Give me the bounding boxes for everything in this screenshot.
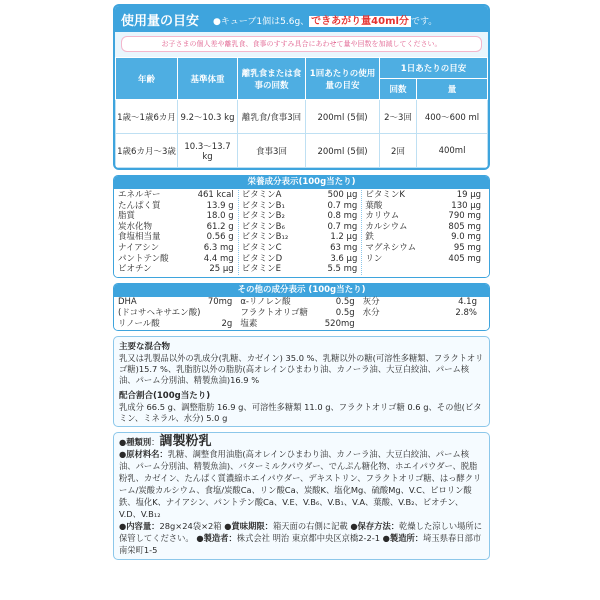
misc-line: [119, 520, 484, 556]
nutrient-value: 0.56 g: [206, 232, 234, 243]
nutrient-value: 130 μg: [451, 200, 482, 211]
nutrition-row: [365, 254, 485, 265]
nutrient-name: リン: [365, 253, 383, 264]
factory-value: 埼玉県春日部市南栄町1-5: [119, 532, 482, 555]
nutrient-name: ビタミンB₁₂: [241, 232, 289, 243]
nutrition-row: [118, 211, 238, 222]
header-age: 年齢: [116, 58, 178, 100]
content-value: 28g×24袋×2箱: [159, 520, 222, 531]
header-times: 回数: [380, 79, 417, 100]
nutrient-name: たんぱく質: [118, 200, 161, 211]
usage-sub-note: お子さまの個人差や離乳食、食事のすすみ具合にあわせて量や回数を加減してください。: [121, 36, 482, 52]
usage-header: [115, 6, 488, 32]
component-value: 520mg: [324, 318, 355, 329]
kind-line: ●種類別：調製粉乳: [119, 433, 212, 449]
mixture-text: 乳又は乳製品以外の乳成分(乳糖、カゼイン) 35.0 %、乳糖以外の糖(可溶性多糖類、フラクトオリゴ糖)15.7 %、乳脂肪以外の脂肪(高オレインひまわり油、カノーラ油、大豆白絞油、パーム核油、パーム分別油、精製魚油)16.9 %: [119, 352, 484, 385]
component-value: 0.5g: [335, 296, 355, 307]
other-item: [363, 319, 485, 330]
nutrition-row: [365, 222, 485, 233]
nutrition-column: [361, 190, 485, 275]
ratio-title: 配合割合(100g当たり): [119, 390, 211, 401]
nutrition-row: [242, 243, 362, 254]
other-row: [114, 319, 489, 330]
nutrition-section: [113, 175, 490, 278]
nutrition-row: [118, 232, 238, 243]
header-meals: 離乳食または食事の回数: [238, 58, 306, 100]
other-section: [113, 283, 490, 331]
content-label: ●内容量：: [119, 520, 160, 531]
table-cell: 食事3回: [238, 134, 306, 168]
table-cell: 9.2～10.3 kg: [178, 100, 238, 134]
table-row: [116, 134, 488, 168]
maker-value: 株式会社 明治 東京都中央区京橋2-2-1: [236, 532, 381, 543]
other-row: [114, 297, 489, 308]
nutrition-row: [118, 243, 238, 254]
table-cell: 2回: [380, 134, 417, 168]
component-name: フラクトオリゴ糖: [240, 307, 308, 318]
table-cell: 1歳6カ月～3歳: [116, 134, 178, 168]
nutrition-row: [242, 222, 362, 233]
other-title: その他の成分表示 (100g当たり): [114, 284, 489, 297]
other-item: [240, 308, 362, 319]
nutrition-row: [118, 190, 238, 201]
nutrient-value: 95 mg: [453, 242, 482, 253]
nutrient-value: 19 μg: [456, 190, 482, 200]
header-amount: 量: [417, 79, 488, 100]
table-row: [116, 100, 488, 134]
nutrient-name: ビタミンE: [241, 264, 282, 275]
nutrient-value: 61.2 g: [206, 221, 234, 232]
nutrient-name: 脂質: [118, 211, 136, 222]
component-name: DHA: [118, 296, 137, 307]
component-value: 2g: [221, 318, 233, 329]
table-cell: 1歳～1歳6カ月: [116, 100, 178, 134]
component-name: α-リノレン酸: [240, 296, 291, 307]
nutrition-title: 栄養成分表示(100g当たり): [114, 176, 489, 189]
component-value: 4.1g: [458, 296, 477, 307]
table-cell: 400～600 ml: [417, 100, 488, 134]
nutrition-row: [365, 211, 485, 222]
nutrition-row: [118, 201, 238, 212]
nutrition-row: [365, 243, 485, 254]
nutrient-name: ナイアシン: [118, 242, 160, 253]
nutrient-name: ビタミンD: [241, 253, 283, 264]
nutrient-name: カルシウム: [365, 221, 408, 232]
nutrition-row: [365, 190, 485, 201]
table-cell: 200ml (5個): [306, 100, 380, 134]
nutrition-row: [365, 264, 485, 275]
nutrient-name: 食塩相当量: [118, 232, 161, 243]
nutrient-name: パントテン酸: [118, 253, 169, 264]
nutrient-value: 0.7 mg: [327, 200, 358, 211]
nutrient-name: エネルギー: [118, 190, 161, 200]
component-name: 塩素: [240, 318, 258, 329]
component-name: 灰分: [362, 296, 380, 307]
component-name: リノール酸: [118, 318, 160, 329]
nutrient-value: 5.5 mg: [327, 264, 358, 275]
table-cell: 離乳食/食事3回: [238, 100, 306, 134]
expiry-value: 箱天面の右側に記載: [272, 520, 348, 531]
nutrient-value: 500 μg: [327, 190, 358, 200]
nutrient-value: 1.2 μg: [330, 232, 358, 243]
nutrient-name: 炭水化物: [118, 221, 153, 232]
kind-label: ●種類別: [119, 436, 152, 447]
other-item: [240, 297, 362, 308]
nutrition-row: [365, 232, 485, 243]
nutrient-value: 63 mg: [330, 242, 358, 253]
other-item: [240, 319, 362, 330]
nutrient-value: 6.3 mg: [203, 242, 234, 253]
mixture-section: [113, 336, 490, 427]
ingredients-text: 乳糖、調整食用油脂(高オレインひまわり油、カノーラ油、大豆白絞油、パーム核油、パーム分別油、精製魚油)、バターミルクパウダー、でんぷん糖化物、ホエイパウダー、脱脂粉乳、カゼイン、たんぱく質濃縮ホエイパウダー、デキストリン、フラクトオリゴ糖、はっ酵クリーム/炭酸カルシウム、食塩/炭酸Ca、リン酸Ca、炭酸K、塩化Mg、硫酸Mg、V.C、ピロリン酸鉄、塩化K、ナイアシン、パントテン酸Ca、V.E、V.B₆、V.B₁、V.A、葉酸、V.B₂、ビオチン、V.D、V.B₁₂: [119, 448, 482, 519]
other-item: [118, 297, 240, 308]
product-info-section: [113, 432, 490, 560]
nutrient-value: 0.8 mg: [327, 211, 358, 222]
nutrient-name: 鉄: [365, 232, 374, 243]
nutrition-row: [242, 254, 362, 265]
nutrition-row: [242, 232, 362, 243]
expiry-label: ●賞味期限：: [224, 520, 273, 531]
storage-value: 乾燥した涼しい場所に保管してください。: [119, 520, 483, 543]
usage-note: [213, 12, 437, 27]
nutrient-value: 18.0 g: [206, 211, 234, 222]
nutrition-row: [242, 211, 362, 222]
table-cell: 10.3～13.7 kg: [178, 134, 238, 168]
usage-title: 使用量の目安: [121, 13, 200, 29]
nutrient-value: 790 mg: [448, 211, 482, 222]
nutrient-value: 805 mg: [448, 221, 482, 232]
factory-label: ●製造所：: [382, 532, 424, 543]
nutrient-name: マグネシウム: [365, 242, 417, 253]
nutrient-name: 葉酸: [365, 200, 383, 211]
component-value: 0.5g: [335, 307, 355, 318]
usage-section: [113, 4, 490, 170]
other-item: [118, 308, 240, 319]
usage-note-prefix: ●キューブ1個は5.6g、: [213, 16, 310, 27]
nutrition-row: [242, 201, 362, 212]
nutrition-column: [238, 190, 362, 275]
nutrient-name: ビタミンA: [241, 190, 282, 200]
nutrient-name: ビタミンB₁: [241, 200, 285, 211]
nutrient-value: 0.7 mg: [327, 221, 358, 232]
nutrient-name: ビタミンC: [241, 242, 282, 253]
nutrient-name: ビタミンB₆: [241, 221, 285, 232]
table-cell: 400ml: [417, 134, 488, 168]
component-name: (ドコサヘキサエン酸): [118, 307, 201, 318]
component-value: 70mg: [207, 296, 233, 307]
nutrient-value: 3.6 μg: [330, 253, 358, 264]
nutrient-value: 25 μg: [209, 264, 234, 275]
mixture-title: 主要な混合物: [119, 341, 171, 352]
other-table: [114, 297, 489, 330]
nutrition-row: [365, 201, 485, 212]
ratio-text: 乳成分 66.5 g、調整脂肪 16.9 g、可溶性多糖類 11.0 g、フラクトオリゴ糖 0.6 g、その他(ビタミン、ミネラル、水分) 5.0 g: [119, 401, 482, 423]
maker-label: ●製造者：: [196, 532, 237, 543]
kind-value: 調製粉乳: [159, 433, 212, 449]
usage-note-suffix: です。: [410, 16, 438, 27]
nutrient-name: ビオチン: [118, 264, 152, 275]
nutrition-row: [242, 190, 362, 201]
component-name: 水分: [362, 307, 380, 318]
nutrient-value: 461 kcal: [197, 190, 234, 200]
header-weight: 基準体重: [178, 58, 238, 100]
nutrient-value: 405 mg: [448, 253, 482, 264]
other-item: [118, 319, 240, 330]
nutrition-row: [118, 222, 238, 233]
nutrition-row: [118, 254, 238, 265]
label-card: [113, 4, 490, 560]
nutrition-row: [118, 264, 238, 275]
other-row: [114, 308, 489, 319]
nutrient-name: ビタミンK: [365, 190, 405, 200]
usage-table: [115, 57, 488, 168]
nutrition-column: [118, 190, 238, 275]
table-cell: 2～3回: [380, 100, 417, 134]
other-item: [363, 308, 485, 319]
nutrient-name: カリウム: [365, 211, 400, 222]
header-per-day: 1日あたりの目安: [380, 58, 488, 79]
nutrient-value: 4.4 mg: [203, 253, 234, 264]
nutrition-table: [114, 189, 489, 277]
usage-note-highlight: できあがり量40ml分: [311, 15, 409, 27]
nutrition-row: [242, 264, 362, 275]
ingredients-line: [119, 448, 484, 520]
nutrient-value: 13.9 g: [206, 200, 234, 211]
other-item: [363, 297, 485, 308]
storage-label: ●保存方法：: [350, 520, 400, 531]
nutrient-value: 9.0 mg: [451, 232, 482, 243]
ingredients-label: ●原材料名：: [119, 448, 168, 459]
header-per-use: 1回あたりの使用量の目安: [306, 58, 380, 100]
table-cell: 200ml (5個): [306, 134, 380, 168]
component-value: 2.8%: [455, 307, 477, 318]
nutrient-name: ビタミンB₂: [241, 211, 285, 222]
